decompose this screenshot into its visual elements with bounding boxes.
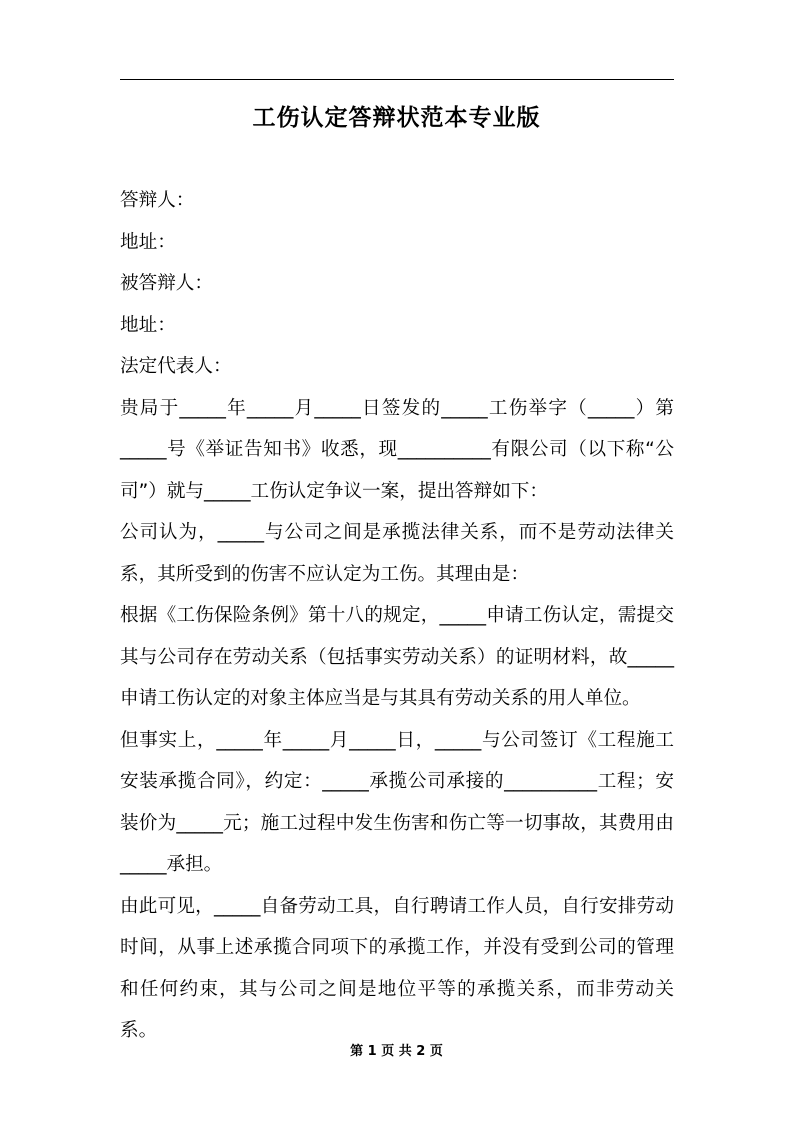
header-rule — [120, 79, 674, 80]
paragraph-conclusion: 由此可见，_____自备劳动工具，自行聘请工作人员，自行安排劳动时间，从事上述承揽合同项下的承揽工作，并没有受到公司的管理和任何约束，其与公司之间是地位平等的承揽关系，而非劳动关系。 — [120, 895, 674, 1041]
field-respondent-address: 地址： — [120, 231, 176, 253]
paragraph-opening: 贵局于_____年_____月_____日签发的_____工伤举字（_____）第_____号《举证告知书》收悉，现__________有限公司（以下称“公司”）就与_____工伤认定争议一案，提出答辩如下： — [120, 397, 674, 502]
field-claimant-address: 地址： — [120, 314, 176, 336]
field-claimant: 被答辩人： — [120, 273, 213, 294]
document-title: 工伤认定答辩状范本专业版 — [252, 105, 541, 131]
paragraph-position: 公司认为，_____与公司之间是承揽法律关系，而不是劳动法律关系，其所受到的伤害不应认定为工伤。其理由是： — [120, 522, 674, 585]
paragraph-legal-basis: 根据《工伤保险条例》第十八的规定，_____申请工伤认定，需提交其与公司存在劳动关系（包括事实劳动关系）的证明材料，故_____申请工伤认定的对象主体应当是与其具有劳动关系的用人单位。 — [120, 605, 674, 709]
paragraph-facts: 但事实上，_____年_____月_____日，_____与公司签订《工程施工安装承揽合同》，约定：_____承揽公司承接的__________工程；安装价为_____元；施工过程中发生伤害和伤亡等一切事故，其费用由_____承担。 — [120, 729, 674, 875]
page-number: 第 1 页 共 2 页 — [350, 1044, 443, 1059]
field-legal-representative: 法定代表人： — [120, 356, 232, 377]
field-respondent: 答辩人： — [120, 190, 195, 211]
document-body — [120, 180, 674, 1052]
